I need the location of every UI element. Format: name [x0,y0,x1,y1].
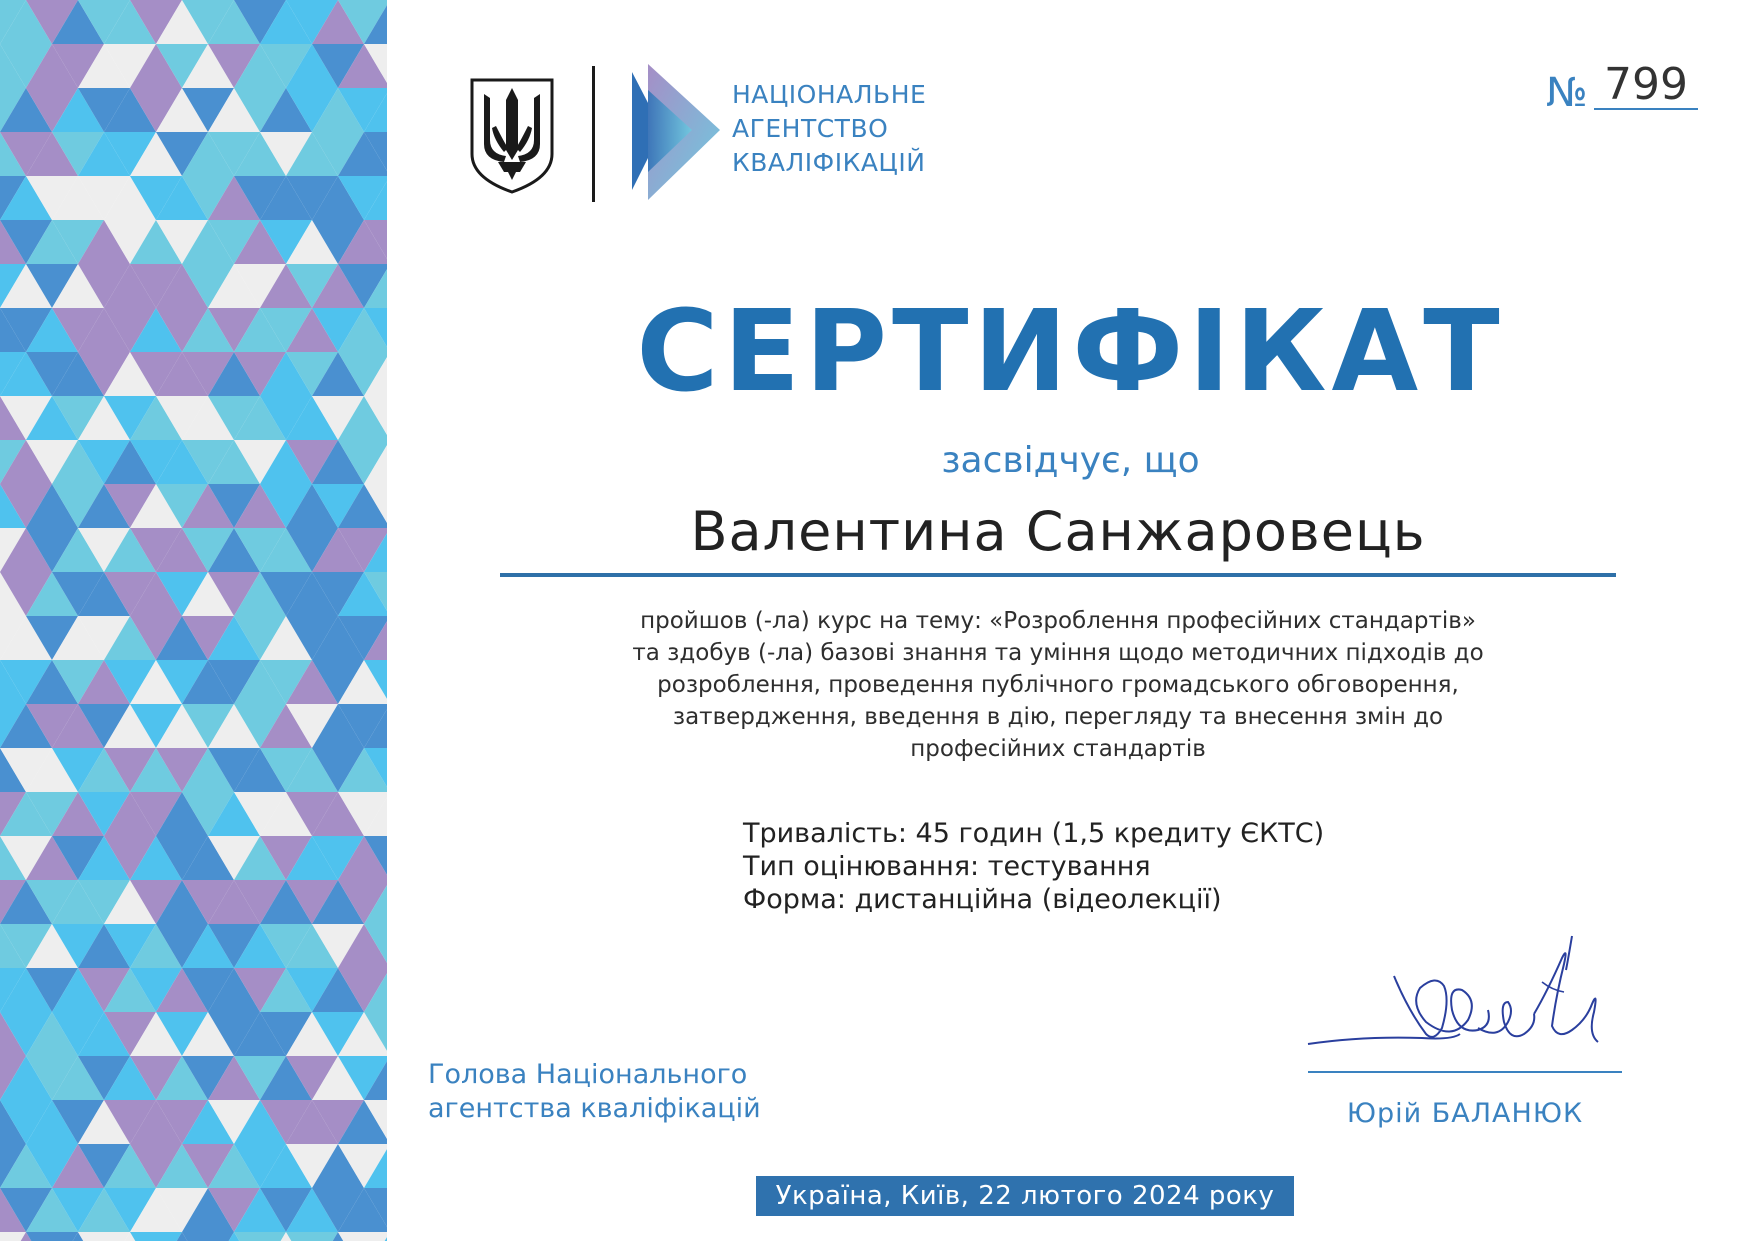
pattern-triangle [130,1232,182,1241]
course-description-line: та здобув (-ла) базові знання та уміння щодо методичних підходів до [632,640,1484,666]
geometric-side-pattern [0,0,387,1241]
signature-line [1308,1071,1622,1073]
recipient-underline [500,573,1616,577]
signer-name: Юрій БАЛАНЮК [1346,1098,1584,1129]
place-date: Україна, Київ, 22 лютого 2024 року [756,1176,1294,1216]
certificate-number [1546,59,1696,116]
assessment-type-detail: Тип оцінювання: тестування [743,851,1151,882]
study-form-detail: Форма: дистанційна (відеолекції) [743,884,1222,915]
agency-name [732,78,926,180]
certificate-title: СЕРТИФІКАТ [636,287,1505,417]
certificate-number-value: 799 [1594,62,1698,110]
duration-detail: Тривалість: 45 годин (1,5 кредиту ЄКТС) [743,818,1325,849]
recipient-name: Валентина Санжаровець [690,500,1426,563]
signer-position [428,1058,761,1126]
handwritten-signature [1302,930,1612,1065]
course-description-line: пройшов (-ла) курс на тему: «Розроблення професійних стандартів» [640,608,1476,634]
course-description [500,605,1616,765]
course-description-line: розроблення, проведення публічного громадського обговорення, [657,672,1459,698]
logo-divider [592,66,595,202]
pattern-triangle [26,1232,78,1241]
signer-position-line: Голова Національного [428,1059,748,1090]
course-description-line: затвердження, введення в дію, перегляду та внесення змін до [672,704,1444,730]
pattern-triangle [338,1232,387,1241]
pattern-triangle [286,1232,338,1241]
course-details [743,817,1324,916]
agency-name-line: КВАЛІФІКАЦІЙ [732,148,926,177]
trident-coat-of-arms-icon [468,76,556,194]
pattern-triangle [234,1232,286,1241]
signer-position-line: агентства кваліфікацій [428,1093,761,1124]
header-logos [468,64,948,204]
course-description-line: професійних стандартів [910,736,1206,762]
triangle-arrow-logo-icon [632,64,722,200]
agency-name-line: АГЕНТСТВО [732,114,889,143]
pattern-triangle [78,1232,130,1241]
number-sign: № [1546,70,1588,116]
certifies-text: засвідчує, що [941,440,1200,481]
agency-name-line: НАЦІОНАЛЬНЕ [732,80,927,109]
pattern-triangle [182,1232,234,1241]
